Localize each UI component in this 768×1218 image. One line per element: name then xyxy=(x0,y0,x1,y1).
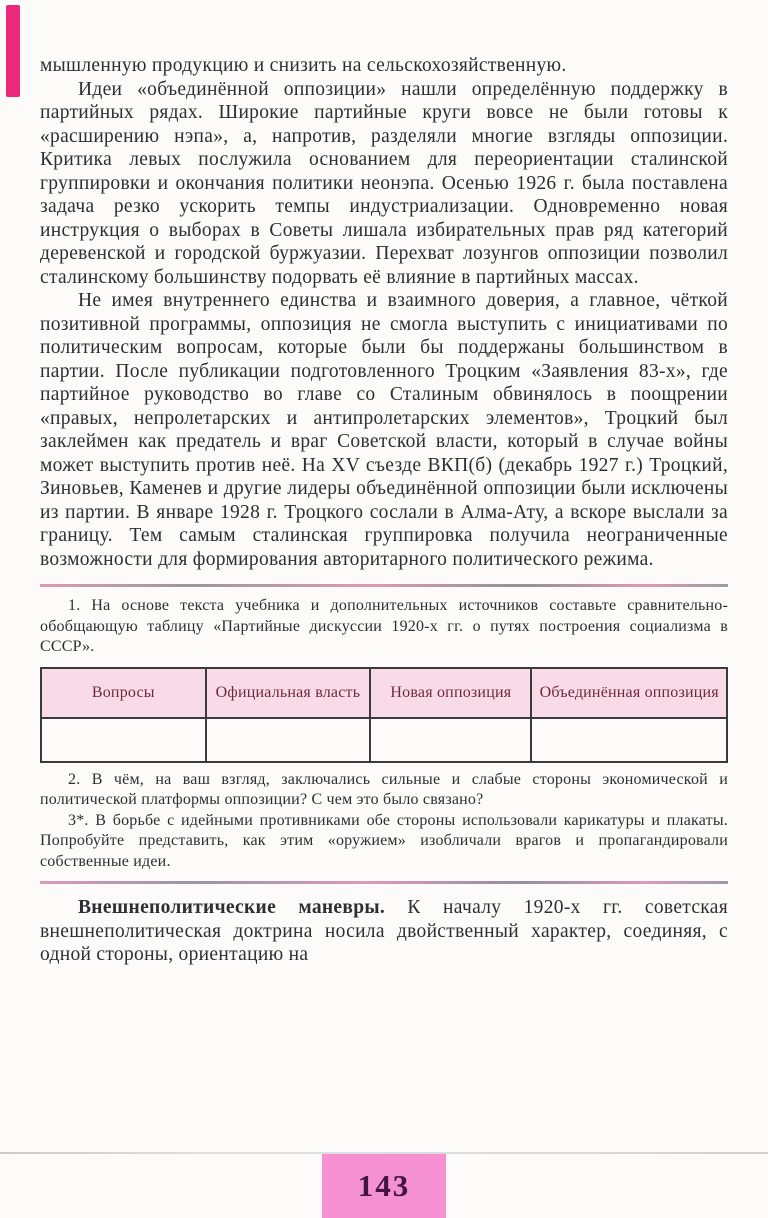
table-cell xyxy=(206,718,371,762)
questions-block xyxy=(40,596,728,872)
table-cell xyxy=(41,718,206,762)
table-header-official-power: Официальная власть xyxy=(206,668,371,718)
page-number-box xyxy=(322,1154,446,1218)
question-item-3: 3*. В борьбе с идейными противниками обе стороны использовали карикатуры и плакаты. Попробуйте представить, как этим «оружием» изобличали врагов и пропагандировали собственные идеи. xyxy=(40,811,728,870)
table-header-new-opposition: Новая оппозиция xyxy=(370,668,531,718)
questions-separator-top xyxy=(40,584,728,587)
page-number: 143 xyxy=(357,1168,411,1203)
section-text: К началу 1920-х гг. советская внешнеполитическая доктрина носила двойственный характер, соединяя, с одной стороны, ориентацию на xyxy=(40,897,729,965)
page-content xyxy=(40,54,728,967)
table-header-questions: Вопросы xyxy=(41,668,206,718)
question-item-2: 2. В чём, на ваш взгляд, заключались сильные и слабые стороны экономической и политической платформы оппозиции? С чем это было связано? xyxy=(40,770,728,808)
margin-mark xyxy=(6,5,20,97)
paragraph-foreign-policy xyxy=(40,896,728,967)
table-cell xyxy=(531,718,727,762)
table-cell xyxy=(370,718,531,762)
questions-separator-bottom xyxy=(40,881,728,884)
paragraph-opposition-defeat: Не имея внутреннего единства и взаимного доверия, а главное, чёткой позитивной программы, оппозиция не смогла выступить с инициативами по политическим вопросам, которые были бы поддержаны большинством в партии. После публикации подготовленного Троцким «Заявления 83-х», где партийное руководство во главе со Сталиным обвинялось в поощрении «правых, непролетарских и антипролетарских элементов», Троцкий был заклеймен как предатель и враг Советской власти, который в случае войны может выступить против неё. На XV съезде ВКП(б) (декабрь 1927 г.) Троцкий, Зиновьев, Каменев и другие лидеры объединённой оппозиции были исключены из партии. В январе 1928 г. Троцкого сослали в Алма-Ату, а вскоре выслали за границу. Тем самым сталинская группировка получила неограниченные возможности для формирования авторитарного политического режима. xyxy=(40,290,728,570)
table-header-row xyxy=(41,668,727,718)
comparison-table xyxy=(40,667,728,763)
section-lead: Внешнеполитические маневры. xyxy=(78,897,386,918)
question-item-1: 1. На основе текста учебника и дополнительных источников составьте сравнительно-обобщающую таблицу «Партийные дискуссии 1920-х гг. о путях построения социализма в СССР». xyxy=(40,597,728,655)
table-empty-row xyxy=(41,718,727,762)
paragraph-continuation: мышленную продукцию и снизить на сельскохозяйственную. xyxy=(40,55,567,76)
table-header-united-opposition: Объединённая оппозиция xyxy=(531,668,727,718)
paragraph-opposition-ideas: Идеи «объединённой оппозиции» нашли определённую поддержку в партийных рядах. Широкие партийные круги вовсе не были готовы к «расширению нэпа», а, напротив, разделяли многие взгляды оппозиции. Критика левых послужила основанием для переориентации сталинской группировки и окончания политики неонэпа. Осенью 1926 г. была поставлена задача резко ускорить темпы индустриализации. Одновременно новая инструкция о выборах в Советы лишала избирательных прав ряд категорий деревенской и городской буржуазии. Перехват лозунгов оппозиции позволил сталинскому большинству подорвать её влияние в партийных массах. xyxy=(40,78,728,288)
